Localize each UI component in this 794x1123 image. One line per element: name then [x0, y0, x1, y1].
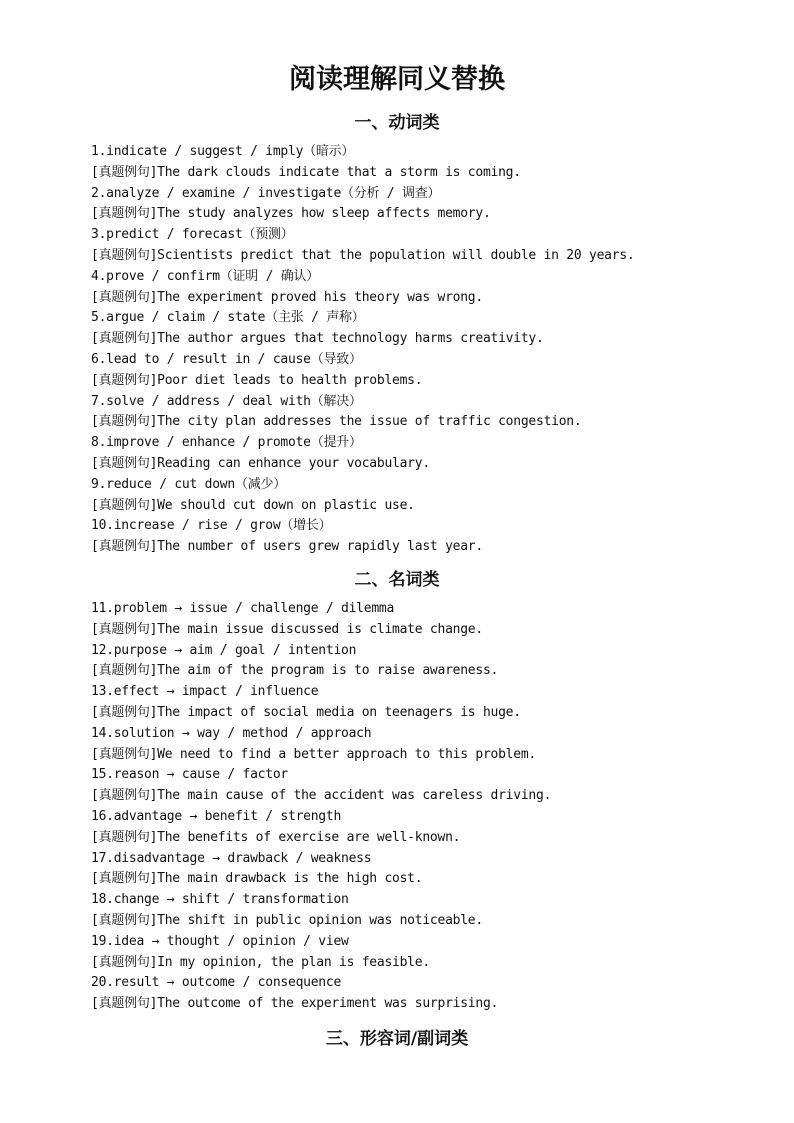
synonym-entry: 7.solve / address / deal with（解决） [91, 393, 362, 409]
synonym-entry: 18.change → shift / transformation [91, 892, 349, 908]
example-sentence: [真题例句]The main drawback is the high cost. [91, 871, 423, 887]
section-heading: 一、动词类 [354, 113, 440, 133]
synonym-entry: 10.increase / rise / grow（增长） [91, 518, 332, 534]
synonym-entry: 16.advantage → benefit / strength [91, 808, 342, 824]
example-sentence: [真题例句]The benefits of exercise are well-known. [91, 829, 461, 845]
synonym-entry: 3.predict / forecast（预测） [91, 227, 294, 243]
section-adjectives-adverbs [0, 1027, 794, 1058]
example-sentence: [真题例句]The shift in public opinion was noticeable. [91, 912, 483, 928]
synonym-entry: 6.lead to / result in / cause（导致） [91, 351, 362, 367]
example-sentence: [真题例句]The study analyzes how sleep affects memory. [91, 206, 491, 222]
example-sentence: [真题例句]Reading can enhance your vocabulary. [91, 455, 430, 471]
section-heading: 二、名词类 [354, 570, 440, 590]
synonym-entry: 14.solution → way / method / approach [91, 725, 372, 741]
example-sentence: [真题例句]In my opinion, the plan is feasible. [91, 954, 430, 970]
example-sentence: [真题例句]We should cut down on plastic use. [91, 497, 415, 513]
synonym-entry: 20.result → outcome / consequence [91, 975, 342, 991]
synonym-entry: 2.analyze / examine / investigate（分析 / 调查） [91, 185, 441, 201]
example-sentence: [真题例句]The author argues that technology harms creativity. [91, 331, 544, 347]
example-sentence: [真题例句]The main issue discussed is climate change. [91, 621, 483, 637]
example-sentence: [真题例句]The number of users grew rapidly last year. [91, 539, 483, 555]
example-sentence: [真题例句]The outcome of the experiment was surprising. [91, 996, 499, 1012]
example-sentence: [真题例句]The aim of the program is to raise awareness. [91, 663, 499, 679]
item-list [91, 142, 794, 558]
synonym-entry: 9.reduce / cut down（减少） [91, 476, 286, 492]
example-sentence: [真题例句]The city plan addresses the issue of traffic congestion. [91, 414, 582, 430]
example-sentence: [真题例句]Poor diet leads to health problems. [91, 372, 423, 388]
synonym-entry: 4.prove / confirm（证明 / 确认） [91, 268, 320, 284]
synonym-entry: 8.improve / enhance / promote（提升） [91, 435, 362, 451]
example-sentence: [真题例句]The dark clouds indicate that a storm is coming. [91, 164, 521, 180]
synonym-entry: 12.purpose → aim / goal / intention [91, 642, 357, 658]
synonym-entry: 19.idea → thought / opinion / view [91, 933, 349, 949]
synonym-entry: 11.problem → issue / challenge / dilemma [91, 601, 395, 616]
example-sentence: [真题例句]Scientists predict that the population will double in 20 years. [91, 247, 635, 263]
section-heading: 三、形容词/副词类 [325, 1029, 469, 1049]
section-nouns [0, 568, 794, 1015]
example-sentence: [真题例句]The impact of social media on teenagers is huge. [91, 704, 521, 720]
synonym-entry: 15.reason → cause / factor [91, 767, 288, 783]
synonym-entry: 17.disadvantage → drawback / weakness [91, 850, 372, 866]
synonym-entry: 13.effect → impact / influence [91, 684, 319, 700]
example-sentence: [真题例句]We need to find a better approach to this problem. [91, 746, 536, 762]
item-list [91, 599, 794, 1015]
page-title: 阅读理解同义替换 [289, 64, 505, 95]
example-sentence: [真题例句]The experiment proved his theory was wrong. [91, 289, 483, 305]
synonym-entry: 1.indicate / suggest / imply（暗示） [91, 144, 355, 159]
section-verbs [0, 111, 794, 558]
synonym-entry: 5.argue / claim / state（主张 / 声称） [91, 310, 365, 326]
example-sentence: [真题例句]The main cause of the accident was careless driving. [91, 788, 552, 804]
